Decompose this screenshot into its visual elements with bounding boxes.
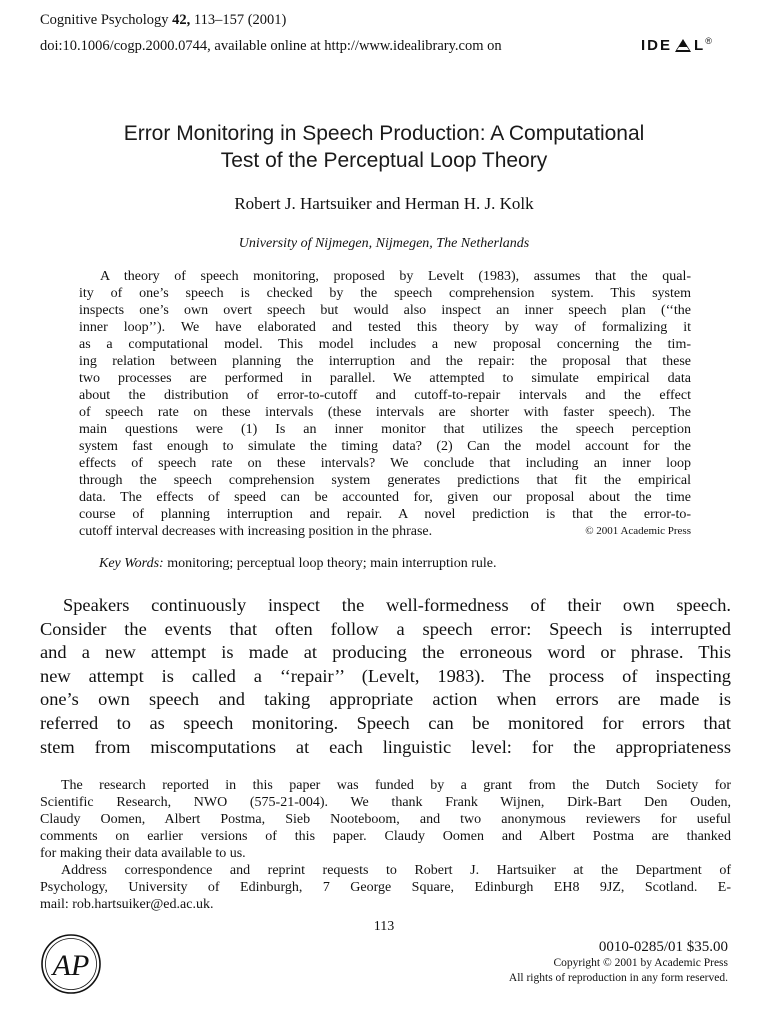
body-line: one’s own speech and taking appropriate action when errors are made is [40, 689, 731, 710]
rights-reserved: All rights of reproduction in any form reserved. [508, 972, 728, 984]
footnote-line: mail: rob.hartsuiker@ed.ac.uk. [40, 897, 214, 912]
keywords-label: Key Words: [99, 556, 164, 571]
journal-volume: 42, [172, 12, 191, 28]
journal-name: Cognitive Psychology [40, 12, 169, 28]
footnote-line: Address correspondence and reprint requests to Robert J. Hartsuiker at the Department of [61, 863, 731, 878]
body-line: referred to as speech monitoring. Speech can be monitored for errors that [40, 712, 731, 733]
journal-citation [40, 11, 286, 29]
keywords-list: monitoring; perceptual loop theory; main interruption rule. [167, 556, 497, 571]
ideal-globe-icon [673, 37, 693, 54]
ideal-registered-mark: ® [705, 36, 712, 46]
abstract-line: inner loop’’). We have elaborated and tested this theory by way of formalizing it [79, 320, 691, 335]
copyright-notice: Copyright © 2001 by Academic Press [553, 957, 728, 969]
footnote-line: Scientific Research, NWO (575-21-004). We thank Frank Wijnen, Dirk-Bart Den Ouden, [40, 795, 731, 810]
footnote-line: The research reported in this paper was funded by a grant from the Dutch Society for [61, 778, 731, 793]
body-line: Speakers continuously inspect the well-formedness of their own speech. [63, 595, 731, 615]
ideal-logo [641, 36, 712, 54]
abstract-line: ing relation between planning the interruption and the repair: the proposal that these [79, 354, 691, 369]
abstract-line: of speech rate on these intervals (these intervals are shorter with faster speech). The [79, 405, 691, 420]
rights-block [509, 938, 728, 986]
abstract-line: data. The effects of speed can be accounted for, given our proposal about the time [79, 490, 691, 505]
paper-title-line: Test of the Perceptual Loop Theory [220, 149, 548, 172]
page-number: 113 [373, 919, 395, 934]
academic-press-logo-text: AP [52, 949, 90, 982]
abstract-line: inspects one’s own overt speech but would also inspect an inner speech plan (‘‘the [79, 303, 691, 318]
abstract-line: system fast enough to simulate the timing data? (2) Can the model account for the [79, 439, 691, 454]
paper-title-line: Error Monitoring in Speech Production: A Computational [123, 122, 645, 145]
ideal-logo-right: L [694, 37, 706, 54]
paper-affiliation: University of Nijmegen, Nijmegen, The Netherlands [238, 236, 530, 251]
body-line: Consider the events that often follow a speech error: Speech is interrupted [40, 618, 731, 639]
issn-price: 0010-0285/01 $35.00 [598, 939, 728, 955]
paper-title [40, 120, 728, 174]
abstract-line: through the speech comprehension system generates predictions that fit the empirical [79, 473, 691, 488]
abstract-copyright: © 2001 Academic Press [585, 525, 691, 537]
keywords-line [99, 555, 497, 573]
abstract-line: about the distribution of error-to-cutoff and cutoff-to-repair intervals and the effect [79, 388, 691, 403]
footnote-line: Claudy Oomen, Albert Postma, Sieb Nooteboom, and two anonymous reviewers for useful [40, 812, 731, 827]
abstract-line-text: cutoff interval decreases with increasing position in the phrase. [79, 524, 433, 539]
body-line: and a new attempt is made at producing the erroneous word or phrase. This [40, 642, 731, 663]
academic-press-logo [40, 933, 102, 995]
footnote-line: for making their data available to us. [40, 846, 246, 861]
abstract-line: as a computational model. This model includes a new proposal concerning the tim- [79, 337, 691, 352]
doi-line: doi:10.1006/cogp.2000.0744, available online at http://www.idealibrary.com on [40, 38, 502, 54]
footnote [40, 777, 731, 913]
abstract-line: main questions were (1) Is an inner monitor that utilizes the speech perception [79, 422, 691, 437]
footnote-line: comments on earlier versions of this paper. Claudy Oomen and Albert Postma are thanked [40, 829, 731, 844]
ideal-logo-left: IDE [641, 37, 673, 54]
abstract-line: effects of speech rate on these intervals? We conclude that including an inner loop [79, 456, 691, 471]
body-line: new attempt is called a ‘‘repair’’ (Levelt, 1983). The process of inspecting [40, 665, 731, 686]
abstract-line: course of planning interruption and repair. A novel prediction is that the error-to- [79, 507, 691, 522]
abstract-line [79, 523, 691, 540]
abstract-line: two processes are performed in parallel. We attempted to simulate empirical data [79, 371, 691, 386]
abstract-line: A theory of speech monitoring, proposed by Levelt (1983), assumes that the qual- [100, 269, 691, 284]
body-line: stem from miscomputations at each linguistic level: for the appropriateness [40, 736, 731, 757]
body-text [40, 594, 731, 759]
footnote-line: Psychology, University of Edinburgh, 7 George Square, Edinburgh EH8 9JZ, Scotland. E- [40, 880, 731, 895]
abstract [79, 268, 691, 540]
paper-authors: Robert J. Hartsuiker and Herman H. J. Kolk [234, 194, 534, 213]
abstract-line: ity of one’s speech is checked by the speech comprehension system. This system [79, 286, 691, 301]
journal-pages-year: 113–157 (2001) [193, 12, 287, 28]
